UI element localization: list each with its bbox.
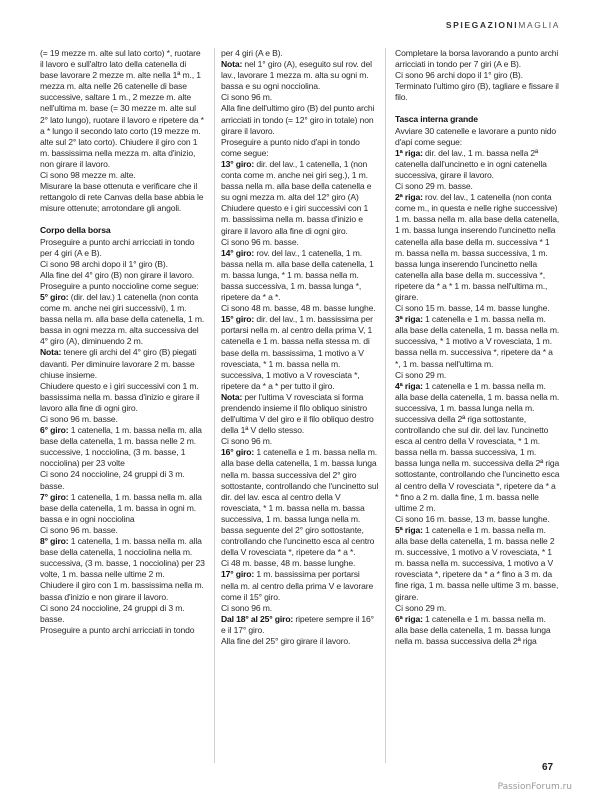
paragraph: Avviare 30 catenelle e lavorare a punto nido d'api come segue:	[395, 125, 556, 147]
instruction-row	[40, 292, 205, 347]
instruction-row	[221, 447, 379, 558]
row-text: 1 catenella e 1 m. bassa nella m. alla base della catenella, 1 m. bassa lunga nella m. bassa successiva del 2° giro sottostante, controllando che l'uncinetto sul dir. del lav. esca al centro della V rovesciata, * 1 m. bassa nella m. bassa successiva, 1 m. bassa lunga nella m. bassa seguente del 2° giro sottostante, controllando che l'uncinetto esca al centro della V rovesciata *, ripetere da * a *.	[220, 447, 379, 558]
instruction-row	[395, 314, 560, 369]
text-column-3	[395, 48, 560, 763]
paragraph: Chiudere questo e i giri successivi con 1 m. bassissima nella m. bassa d'inizio e girare il lavoro alla fine di ogni giro.	[40, 380, 200, 413]
paragraph: Ci sono 96 m.	[220, 436, 273, 447]
section-header	[446, 20, 560, 30]
row-label: Nota:	[220, 59, 243, 70]
paragraph: Ci sono 96 m.	[220, 602, 273, 613]
row-label: 6ª riga:	[395, 613, 423, 624]
paragraph: Chiudere il giro con 1 m. bassissima nella m. bassa d'inizio e non girare il lavoro.	[40, 580, 204, 602]
paragraph: Chiudere questo e i giri successivi con 1 m. bassissima nella m. bassa d'inizio e girare il lavoro alla fine di ogni giro.	[220, 203, 369, 236]
row-label: 2ª riga:	[395, 192, 423, 203]
row-text: 1 catenella, 1 m. bassa nella m. alla base della catenella, 1 nocciolina nella m. successiva, (3 m. basse, 1 nocciolina) per 23 volte, 1 m. bassa nelle ultime 2 m.	[40, 536, 205, 580]
paragraph: Proseguire a punto archi arricciati in tondo per 4 giri (A e B).	[40, 236, 195, 258]
row-text: 1 catenella, 1 m. bassa nella m. alla base della catenella, 1 m. bassa nelle 2 m. successive, 1 nocciolina, (3 m. basse, 1 nocciolina) per 23 volte	[40, 425, 202, 469]
paragraph: Ci sono 96 m. basse.	[40, 524, 118, 535]
paragraph: (= 19 mezze m. alte sul lato corto) *, ruotare il lavoro e sull'altro lato della catenella di base lavorare 2 mezze m. alte nella 1ª m., 1 mezza m. alta nelle 26 catenelle di base successive, saltare 1 m., 2 mezze m. alte nell'ultima m. base (= 30 mezze m. alte sul 2° lato lungo), ruotare il lavoro e ripetere da * a * lungo il secondo lato corto (19 mezze m. alte sul 2° lato corto). Chiudere il giro con 1 m. bassissima nella mezza m. alta d'inizio, non girare il lavoro.	[40, 48, 204, 169]
row-text: rov. del lav., 1 catenella (non conta come m., in questa e nelle righe successive) 1 m. bassa nella m. alla base della catenella, 1 m. bassa lunga inserendo l'uncinetto nella catenella alla base della m. successiva * 1 m. bassa nella m. bassa successiva, 1 m. bassa lunga inserendo l'uncinetto nella catenella alla base della m. successiva *, ripetere da * a * 1 m. bassa nell'ultima m., girare.	[395, 192, 560, 302]
header-section-label: SPIEGAZIONI	[445, 20, 519, 30]
paragraph: Terminato l'ultimo giro (B), tagliare e fissare il filo.	[395, 81, 559, 103]
paragraph: Ci sono 29 m. basse.	[395, 181, 473, 192]
instruction-row	[395, 525, 560, 603]
instruction-row	[40, 492, 205, 525]
paragraph: Alla fine dell'ultimo giro (B) del punto archi arricciati in tondo (= 12° giro in totale) non girare il lavoro.	[220, 103, 375, 136]
paragraph: Proseguire a punto noccioline come segue:	[40, 280, 199, 291]
row-text: 1 catenella e 1 m. bassa nella m. alla base della catenella, 1 m. bassa nelle 2 m. successive, 1 motivo a V rovesciata, * 1 m. bassa nella m. successiva, 1 motivo a V rovesciata *, ripetere da * a * fino a 3 m. da fine riga, 1 m. bassa nelle ultime 3 m. basse, girare.	[395, 524, 559, 602]
paragraph: Ci sono 16 m. basse, 13 m. basse lunghe.	[395, 513, 550, 524]
row-label: 14° giro:	[220, 247, 255, 258]
paragraph: Proseguire a punto nido d'api in tondo come segue:	[220, 136, 360, 158]
header-category-label: MAGLIA	[518, 20, 560, 30]
paragraph: Alla fine del 4° giro (B) non girare il lavoro.	[40, 269, 195, 280]
section-heading: Tasca interna grande	[395, 114, 478, 125]
row-label: 15° giro:	[220, 314, 255, 325]
row-label: Nota:	[40, 347, 62, 358]
paragraph: Ci sono 48 m. basse, 48 m. basse lunghe.	[220, 303, 376, 314]
row-text: 1 catenella, 1 m. bassa nella m. alla base della catenella, 1 m. bassa in ogni m. bassa e in ogni nocciolina	[40, 491, 202, 524]
paragraph: Ci sono 24 noccioline, 24 gruppi di 3 m. basse.	[40, 469, 185, 491]
instruction-row	[221, 59, 379, 92]
paragraph: Completare la borsa lavorando a punto archi arricciati in tondo per 7 giri (A e B).	[395, 48, 559, 70]
instruction-row	[395, 192, 560, 303]
row-text: (dir. del lav.) 1 catenella (non conta come m. anche nei giri successivi), 1 m. bassa nella m. alla base della catenella, 1 m. bassa in ogni mezza m. alta successiva del 4° giro (A), diminuendo 2 m.	[40, 291, 205, 347]
paragraph: Proseguire a punto archi arricciati in tondo	[40, 624, 195, 635]
row-label: 8° giro:	[40, 536, 69, 547]
instruction-row	[221, 569, 379, 602]
instruction-row	[395, 614, 560, 647]
row-text: dir. del lav., 1 catenella, 1 (non conta come m. anche nei giri seg.), 1 m. bassa nella m. alla base della catenella e su ogni mezza m. alta del 12° giro (A)	[220, 158, 372, 203]
instruction-row	[40, 347, 205, 380]
row-label: 5ª riga:	[395, 524, 423, 535]
row-label: 4ª riga:	[395, 380, 423, 391]
row-label: Dal 18° al 25° giro:	[220, 613, 294, 624]
row-text: dir. del lav., 1 m. bassissima per portarsi nella m. al centro della prima V, 1 catenella e 1 m. bassa nella stessa m. di base della m. bassissima, 1 motivo a V rovesciata, * 1 m. bassa nella m. successiva, 1 motivo a V rovesciata *, ripetere da * a * per tutto il giro.	[220, 314, 373, 391]
instruction-row	[395, 148, 560, 181]
paragraph: per 4 giri (A e B).	[220, 48, 283, 58]
instruction-row	[221, 248, 379, 303]
row-label: 1ª riga:	[395, 147, 423, 158]
paragraph: Ci sono 24 noccioline, 24 gruppi di 3 m. basse.	[40, 602, 185, 624]
paragraph: Ci sono 98 archi dopo il 1° giro (B).	[40, 258, 168, 269]
row-label: 6° giro:	[40, 425, 69, 436]
row-label: 17° giro:	[220, 569, 255, 580]
row-text: 1 catenella e 1 m. bassa nella m. alla base della catenella, 1 m. bassa lunga nella m. bassa successiva della 2ª riga	[395, 613, 551, 646]
instruction-row	[221, 392, 379, 436]
row-text: ripetere sempre il 16° e il 17° giro.	[220, 613, 374, 635]
paragraph: Ci sono 15 m. basse, 14 m. basse lunghe.	[395, 303, 550, 314]
row-text: 1 catenella e 1 m. bassa nella m. alla base della catenella, 1 m. bassa nella m. successiva, * 1 motivo a V rovesciata, 1 m. bassa nella m. successiva *, ripetere da * a *, 1 m. bassa nell'ultima m.	[395, 314, 560, 369]
instruction-row	[40, 425, 205, 469]
row-text: nel 1° giro (A), eseguito sul rov. del lav., lavorare 1 mezza m. alta su ogni m. bassa e su ogni nocciolina.	[220, 59, 372, 92]
row-label: 13° giro:	[220, 158, 255, 169]
row-label: 3ª riga:	[395, 314, 423, 325]
row-label: 5° giro:	[40, 291, 69, 302]
paragraph: Ci 48 m. basse, 48 m. basse lunghe.	[220, 558, 356, 569]
instruction-row	[40, 536, 205, 580]
section-heading: Corpo della borsa	[40, 225, 111, 236]
row-label: 7° giro:	[40, 491, 69, 502]
row-text: dir. del lav., 1 m. bassa nella 2ª catenella dall'uncinetto e in ogni catenella successiva, girare il lavoro.	[395, 147, 547, 180]
paragraph: Ci sono 29 m.	[395, 602, 447, 613]
instruction-row	[221, 614, 379, 636]
row-text: 1 m. bassissima per portarsi nella m. al centro della prima V e lavorare come il 15° giro.	[220, 569, 374, 602]
paragraph: Ci sono 29 m.	[395, 369, 447, 380]
paragraph: Ci sono 96 m. basse.	[40, 414, 118, 424]
row-label: 16° giro:	[220, 447, 255, 458]
instruction-row	[395, 381, 560, 514]
row-text: rov. del lav., 1 catenella, 1 m. bassa nella m. alla base della catenella, 1 m. bassa lunga, * 1 m. bassa nella m. bassa successiva, 1 m. bassa lunga *, ripetere da * a *.	[220, 247, 374, 303]
paragraph: Ci sono 96 m.	[220, 92, 273, 103]
instruction-row	[221, 314, 379, 392]
paragraph: Ci sono 96 m. basse.	[220, 236, 299, 247]
paragraph: Ci sono 98 mezze m. alte.	[40, 170, 136, 181]
row-text: 1 catenella e 1 m. bassa nella m. alla base della catenella, 1 m. bassa nella m. successiva, 1 m. bassa lunga nella m. successiva della 2ª riga sottostante, controllando che sul dir. del lav. l'uncinetto esca al centro della V rovesciata, * 1 m. bassa nella m. bassa successiva, 1 m. bassa lunga nella m. successiva della 2ª riga sottostante, controllando che l'uncinetto esca al centro della V rovesciata *, ripetere da * a * fino a 2 m. dalla fine, 1 m. bassa nelle ultime 2 m.	[395, 380, 560, 513]
text-columns	[40, 48, 560, 763]
text-column-2	[214, 48, 386, 763]
row-text: per l'ultima V rovesciata si forma prendendo insieme il filo obliquo sinistro dell'ultima V del giro e il filo obliquo destro della 1ª V dello stesso.	[220, 391, 374, 436]
instruction-row	[221, 159, 379, 203]
row-label: Nota:	[220, 391, 243, 402]
watermark: PassionForum.ru	[497, 782, 572, 792]
row-text: tenere gli archi del 4° giro (B) piegati davanti. Per diminuire lavorare 2 m. basse chiuse insieme.	[40, 347, 197, 380]
paragraph: Alla fine del 25° giro girare il lavoro.	[220, 635, 351, 646]
paragraph: Misurare la base ottenuta e verificare che il rettangolo di rete Canvas della base abbia le misure ottenute; arrotondare gli angoli.	[40, 181, 204, 214]
page-number: 67	[542, 762, 554, 773]
text-column-1	[40, 48, 205, 763]
paragraph: Ci sono 96 archi dopo il 1° giro (B).	[395, 70, 523, 81]
